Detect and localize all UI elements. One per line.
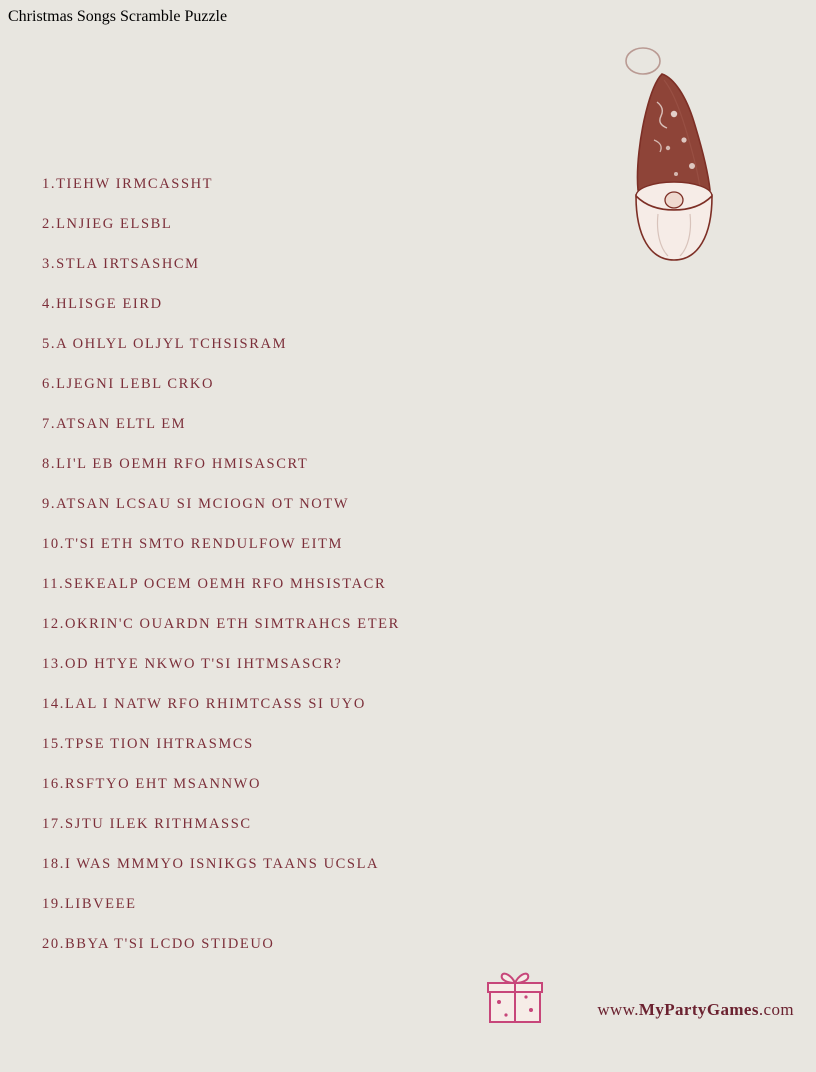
list-item [42, 924, 682, 964]
list-item [42, 564, 682, 604]
item-number: 20. [42, 936, 65, 952]
item-number: 10. [42, 536, 65, 552]
item-number: 18. [42, 856, 65, 872]
list-item [42, 364, 682, 404]
item-text: TIEHW IRMCASSHT [56, 176, 214, 192]
item-text: LAL I NATW RFO RHIMTCASS SI UYO [64, 696, 366, 712]
item-number: 1. [42, 176, 57, 192]
item-number: 5. [42, 336, 57, 352]
list-item [42, 404, 682, 444]
item-number: 9. [42, 496, 57, 512]
item-number: 19. [42, 896, 65, 912]
credit-brand: MyPartyGames [638, 1000, 759, 1019]
item-text: OKRIN'C OUARDN ETH SIMTRAHCS ETER [64, 616, 400, 632]
list-item [42, 724, 682, 764]
credit-suffix: .com [758, 1000, 794, 1019]
list-item [42, 204, 682, 244]
list-item [42, 444, 682, 484]
list-item [42, 684, 682, 724]
item-number: 11. [42, 576, 65, 592]
item-number: 15. [42, 736, 65, 752]
item-text: SJTU ILEK RITHMASSC [64, 816, 252, 832]
item-number: 4. [42, 296, 57, 312]
item-text: ATSAN LCSAU SI MCIOGN OT NOTW [56, 496, 350, 512]
item-number: 12. [42, 616, 65, 632]
worksheet-page [8, 8, 816, 1064]
item-text: LJEGNI LEBL CRKO [56, 376, 215, 392]
item-number: 3. [42, 256, 57, 272]
list-item [42, 804, 682, 844]
list-item [42, 164, 682, 204]
item-text: ATSAN ELTL EM [56, 416, 187, 432]
item-number: 2. [42, 216, 57, 232]
list-item [42, 244, 682, 284]
item-number: 16. [42, 776, 65, 792]
item-text: BBYA T'SI LCDO STIDEUO [64, 936, 275, 952]
puzzle-list [42, 164, 682, 964]
item-text: A OHLYL OLJYL TCHSISRAM [56, 336, 288, 352]
item-text: LI'L EB OEMH RFO HMISASCRT [56, 456, 309, 472]
list-item [42, 764, 682, 804]
item-text: LIBVEEE [64, 896, 137, 912]
list-item [42, 524, 682, 564]
item-text: OD HTYE NKWO T'SI IHTMSASCR? [64, 656, 343, 672]
item-number: 7. [42, 416, 57, 432]
credit-prefix: www. [597, 1000, 639, 1019]
page-title: Christmas Songs Scramble Puzzle [8, 8, 228, 25]
list-item [42, 484, 682, 524]
item-text: HLISGE EIRD [56, 296, 163, 312]
item-number: 17. [42, 816, 65, 832]
list-item [42, 324, 682, 364]
list-item [42, 284, 682, 324]
item-number: 13. [42, 656, 65, 672]
item-text: RSFTYO EHT MSANNWO [64, 776, 262, 792]
item-number: 8. [42, 456, 57, 472]
list-item [42, 644, 682, 684]
item-text: LNJIEG ELSBL [56, 216, 173, 232]
item-text: T'SI ETH SMTO RENDULFOW EITM [64, 536, 344, 552]
list-item [42, 844, 682, 884]
item-text: STLA IRTSASHCM [56, 256, 200, 272]
list-item [42, 604, 682, 644]
item-text: I WAS MMMYO ISNIKGS TAANS UCSLA [64, 856, 380, 872]
item-text: SEKEALP OCEM OEMH RFO MHSISTACR [64, 576, 387, 592]
site-credit [597, 1000, 794, 1020]
item-number: 6. [42, 376, 57, 392]
item-text: TPSE TION IHTRASMCS [64, 736, 254, 752]
item-number: 14. [42, 696, 65, 712]
list-item [42, 884, 682, 924]
gift-box-icon [486, 970, 544, 1026]
